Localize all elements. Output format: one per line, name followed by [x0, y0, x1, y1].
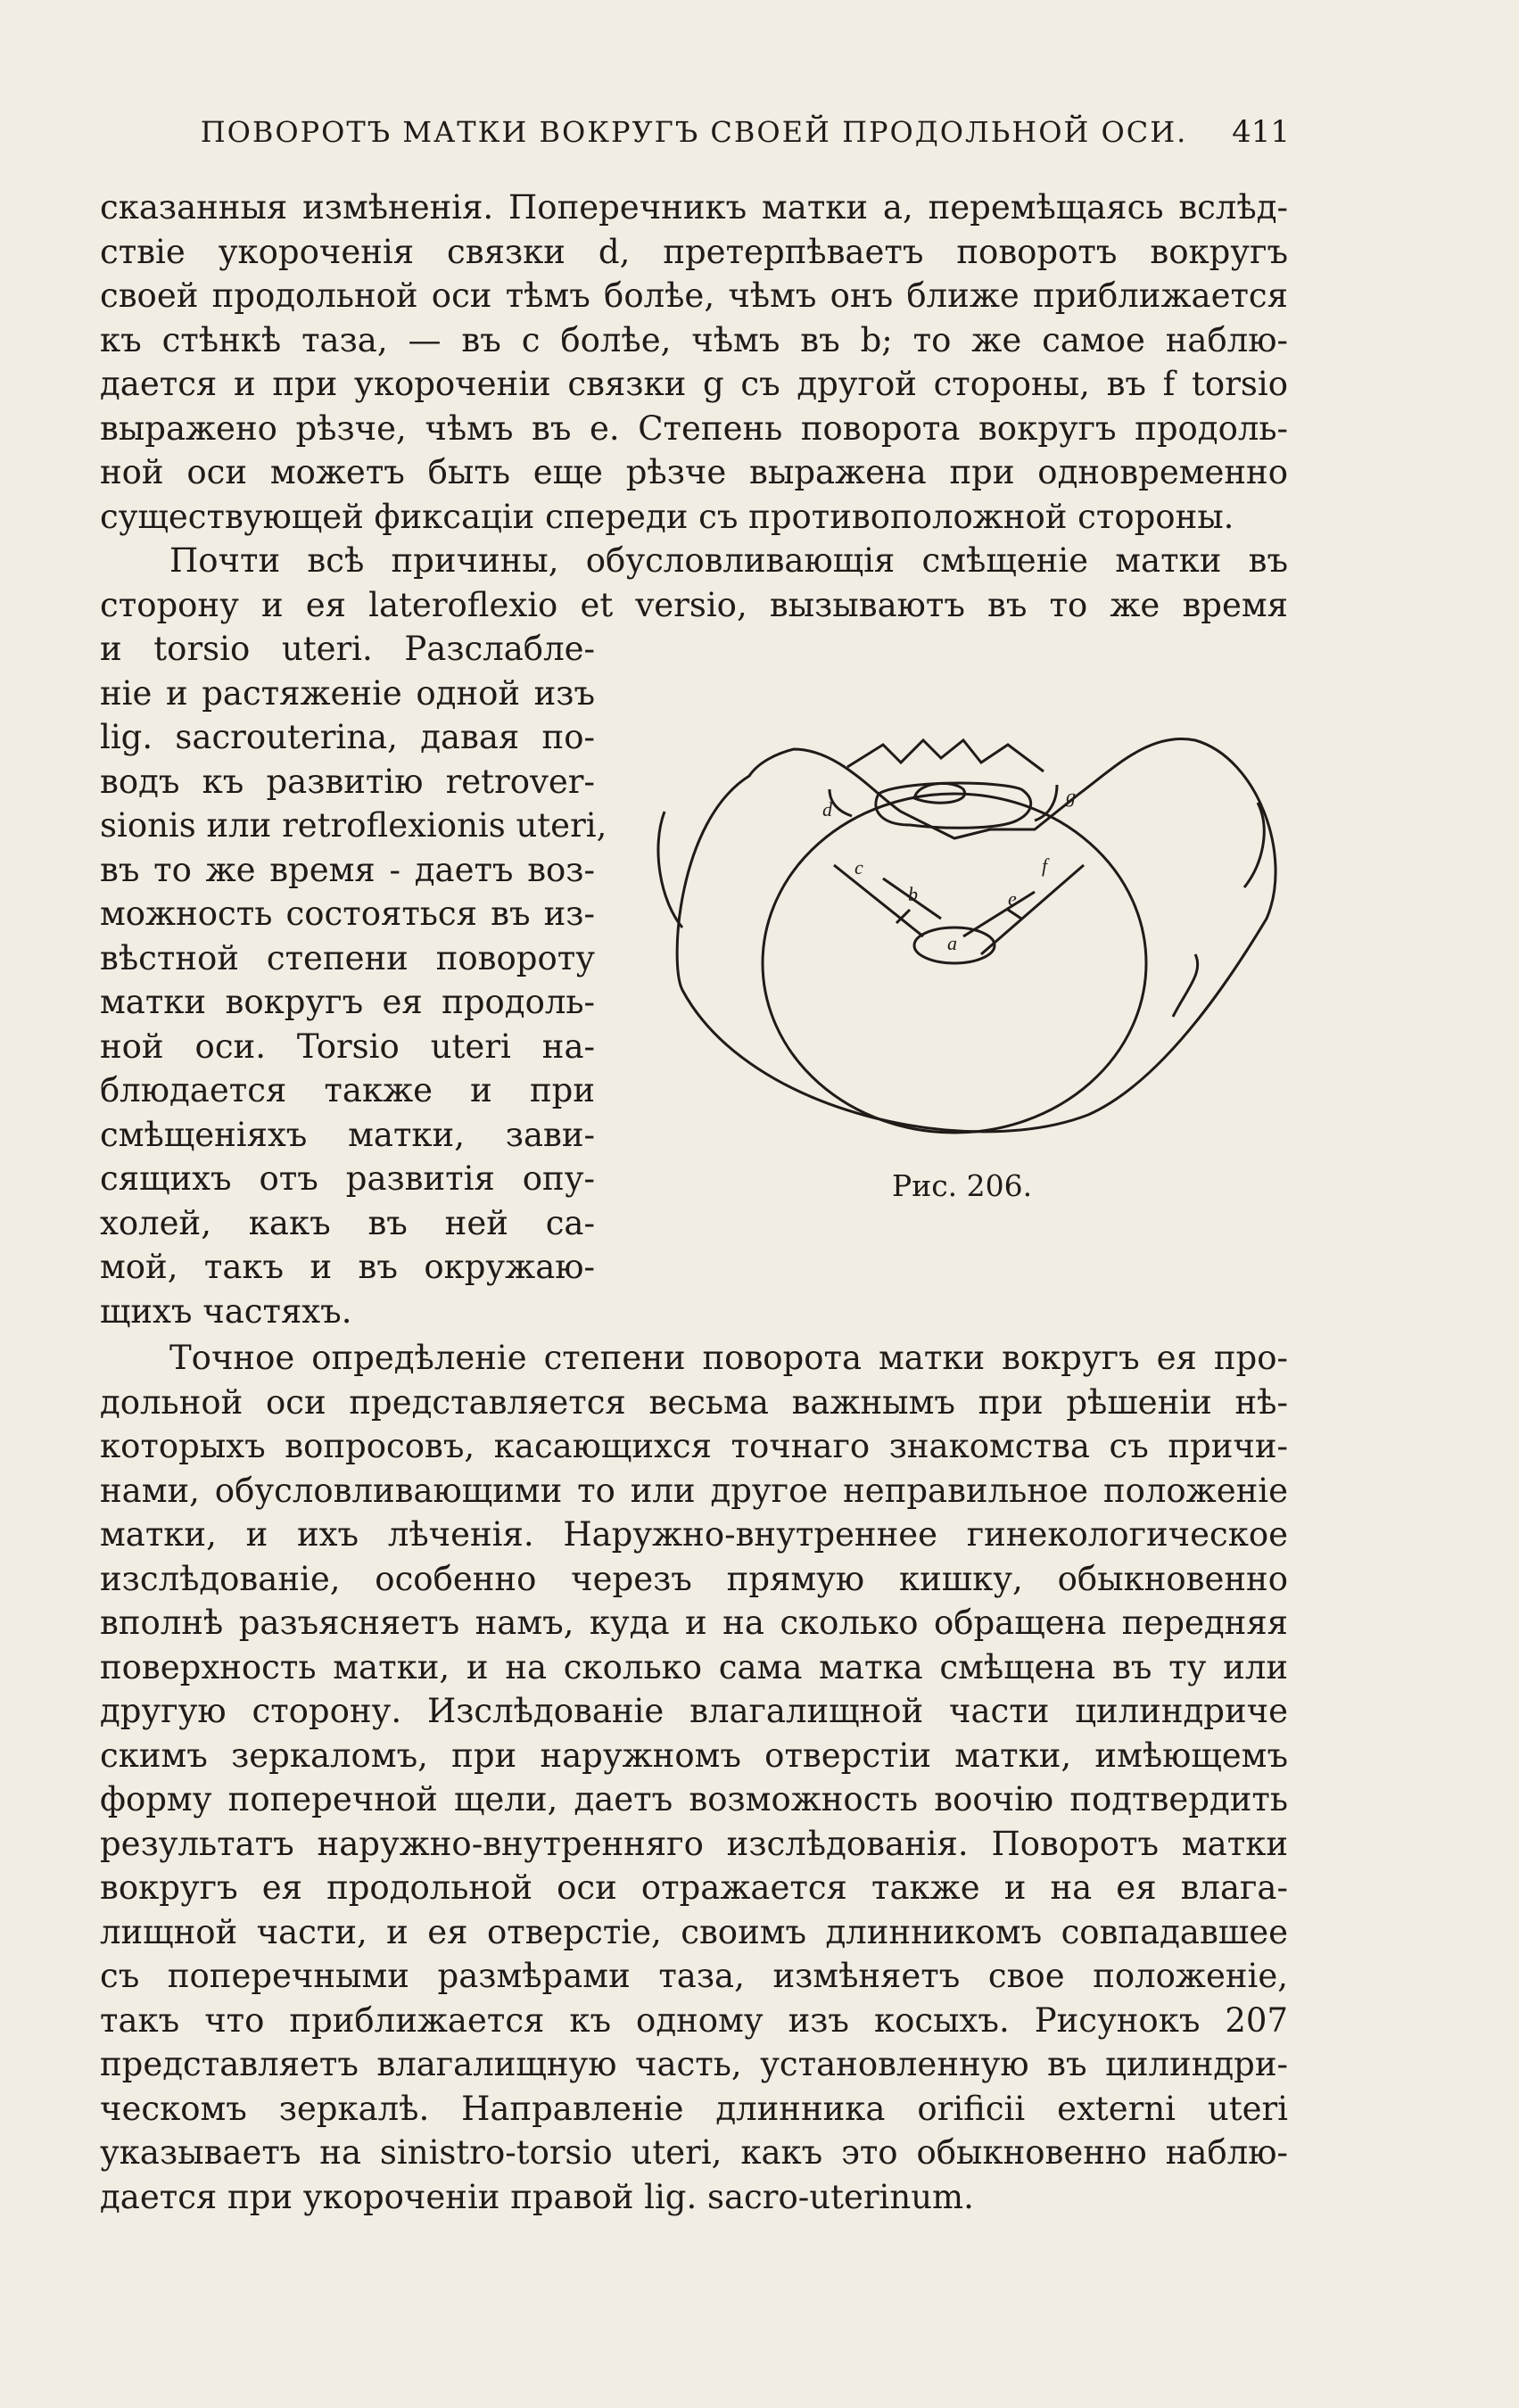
label-d: d	[822, 798, 832, 821]
text-line: и torsio uteri. Разслабле-	[100, 630, 595, 668]
text-line: блюдается также и при	[100, 1071, 595, 1109]
text-line: поверхность матки, и на сколько сама матка смѣщена въ ту или	[100, 1647, 1288, 1686]
text-line: водъ къ развитію retrover-	[100, 762, 595, 801]
text-line: ствіе укороченія связки d, претерпѣваетъ поворотъ вокругъ	[100, 232, 1288, 271]
text-line: можность состояться въ из-	[100, 895, 595, 933]
text-line: своей продольной оси тѣмъ болѣе, чѣмъ онъ ближе приближается	[100, 276, 1288, 315]
text-line: смѣщеніяхъ матки, зави-	[100, 1115, 595, 1154]
text-line: ной оси. Torsio uteri на-	[100, 1027, 595, 1066]
figure-206	[615, 696, 1293, 1177]
text-line: щихъ частяхъ.	[100, 1291, 352, 1331]
text-line: форму поперечной щели, даетъ возможность воочію подтвердить	[100, 1780, 1288, 1818]
text-line: сторону и ея lateroflexio et versio, вызываютъ въ то же время	[100, 585, 1288, 624]
text-line: дольной оси представляется весьма важнымъ при рѣшеніи нѣ-	[100, 1382, 1288, 1422]
text-line: сящихъ отъ развитія опу-	[100, 1159, 595, 1198]
text-line: нами, обусловливающими то или другое неправильное положеніе	[100, 1471, 1288, 1510]
running-title: ПОВОРОТЪ МАТКИ ВОКРУГЪ СВОЕЙ ПРОДОЛЬНОЙ ОСИ.	[200, 115, 1188, 149]
text-line: Точное опредѣленіе степени поворота матки вокругъ ея про-	[169, 1339, 1288, 1377]
text-line: къ стѣнкѣ таза, — въ c болѣе, чѣмъ въ b; то же самое наблю-	[100, 320, 1288, 359]
text-line: сказанныя измѣненія. Поперечникъ матки a, перемѣщаясь вслѣд-	[100, 188, 1288, 227]
text-line: ніе и растяженіе одной изъ	[100, 673, 595, 713]
sacrum-edge	[847, 740, 1044, 771]
page-number: 411	[1232, 114, 1290, 150]
right-side-mark	[1173, 954, 1198, 1017]
text-line: Почти всѣ причины, обусловливающія смѣщеніе матки въ	[169, 541, 1288, 580]
axis-line-f	[981, 865, 1084, 954]
pelvis-diagram	[615, 696, 1293, 1177]
text-line: дается и при укороченіи связки g съ другой стороны, въ f torsio	[100, 365, 1288, 403]
paragraph-block-2	[100, 627, 607, 1333]
text-line: которыхъ вопросовъ, касающихся точнаго знакомства съ причи-	[100, 1427, 1288, 1465]
figure-caption: Рис. 206.	[892, 1168, 1033, 1203]
label-e: e	[1008, 887, 1017, 910]
text-line: sionis или retroflexionis uteri,	[100, 806, 607, 845]
label-c: c	[854, 856, 863, 878]
pelvis-outline	[677, 738, 1275, 1131]
text-line: изслѣдованіе, особенно черезъ прямую кишку, обыкновенно	[100, 1559, 1288, 1598]
text-line: результатъ наружно-внутренняго изслѣдованія. Поворотъ матки	[100, 1824, 1288, 1863]
page-header	[98, 105, 1290, 159]
sacrum-body	[876, 783, 1031, 828]
right-ilium-edge	[1244, 803, 1264, 887]
text-line: матки, и ихъ лѣченія. Наружно-внутреннее гинекологическое	[100, 1515, 1288, 1554]
paragraph-block-1	[100, 186, 1288, 627]
label-f: f	[1042, 854, 1048, 877]
text-line: ческомъ зеркалѣ. Направленіе длинника orificii externi uteri	[100, 2089, 1288, 2128]
text-line: представляетъ влагалищную часть, установленную въ цилиндри-	[100, 2045, 1288, 2083]
text-line: lig. sacrouterina, давая по-	[100, 718, 595, 756]
text-line: холей, какъ въ ней са-	[100, 1203, 595, 1242]
text-line: выражено рѣзче, чѣмъ въ e. Степень поворота вокругъ продоль-	[100, 408, 1288, 448]
label-a: a	[947, 932, 957, 954]
text-line: указываетъ на sinistro-torsio uteri, какъ это обыкновенно наблю-	[100, 2133, 1288, 2172]
ligament-d	[830, 789, 852, 816]
text-line: другую сторону. Изслѣдованіе влагалищной части цилиндриче	[100, 1692, 1288, 1730]
text-line: дается при укороченіи правой lig. sacro-uterinum.	[100, 2177, 974, 2216]
axis-line-e	[963, 892, 1035, 936]
text-line: мой, такъ и въ окружаю-	[100, 1248, 595, 1286]
text-line: вѣстной степени повороту	[100, 938, 595, 977]
text-line: существующей фиксаціи спереди съ противоположной стороны.	[100, 497, 1234, 536]
text-line: скимъ зеркаломъ, при наружномъ отверстіи матки, имѣющемъ	[100, 1736, 1288, 1775]
label-b: b	[908, 883, 918, 905]
text-line: въ то же время - даетъ воз-	[100, 850, 595, 889]
tick-e	[1008, 910, 1021, 919]
label-g: g	[1066, 785, 1076, 807]
text-line: матки вокругъ ея продоль-	[100, 983, 595, 1021]
text-line: такъ что приближается къ одному изъ косыхъ. Рисунокъ 207	[100, 2000, 1288, 2040]
text-line: вполнѣ разъясняетъ намъ, куда и на сколько обращена передняя	[100, 1604, 1288, 1642]
text-line: вокругъ ея продольной оси отражается также и на ея влага-	[100, 1868, 1288, 1907]
paragraph-block-3	[100, 1336, 1288, 2219]
text-line: лищной части, и ея отверстіе, своимъ длинникомъ совпадавшее	[100, 1912, 1288, 1951]
left-ilium-edge	[658, 812, 682, 928]
text-line: съ поперечными размѣрами таза, измѣняетъ свое положеніе,	[100, 1957, 1288, 1995]
text-line: ной оси можетъ быть еще рѣзче выражена при одновременно	[100, 453, 1288, 491]
